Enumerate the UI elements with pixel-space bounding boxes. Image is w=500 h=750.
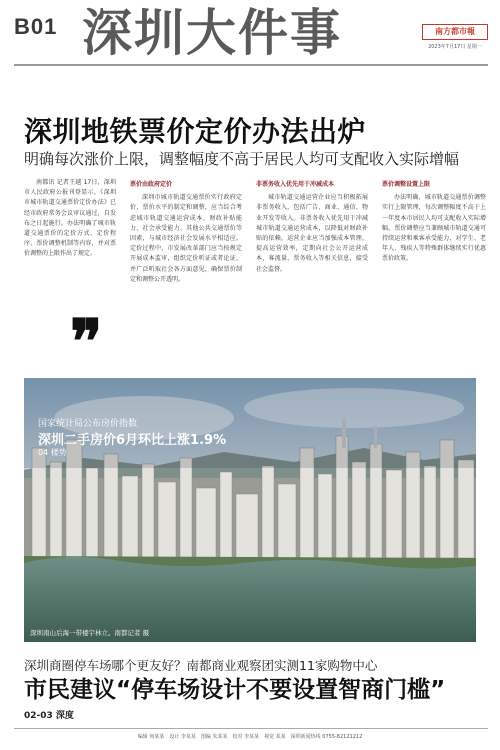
- article-column-4: [382, 178, 486, 376]
- teaser-headline[interactable]: 市民建议“停车场设计不要设置智商门槛”: [24, 677, 446, 703]
- photo-headline[interactable]: 深圳二手房价6月环比上涨1.9%: [38, 433, 227, 448]
- article-column-1: [24, 178, 116, 328]
- teaser-page-reference: 02-03 深度: [24, 711, 74, 721]
- city-skyline-photo: [24, 378, 476, 642]
- masthead: [0, 0, 500, 62]
- article-subheading: 非票务收入优先用于冲减成本: [256, 181, 335, 188]
- article-paragraph: 办法明确，城市轨道交通票价调整实行上限管理，每次调整幅度不高于上一年度本市居民人均可支配收入实际增幅。票价调整应当兼顾城市轨道交通可持续运营和乘客承受能力，对学生、老年人、残疾人等特殊群体继续实行优惠票价政策。: [382, 194, 486, 263]
- article-paragraph: 城市轨道交通运营企业应当积极拓展非票务收入，包括广告、商业、通信、物业开发等收入。非票务收入优先用于冲减城市轨道交通运营成本，以降低对财政补贴的依赖。运营企业应当加强成本管理，提高运营效率，定期向社会公开运营成本、客流量、票务收入等相关信息，接受社会监督。: [256, 194, 368, 273]
- photo-kicker: 国家统计局公布房价指数: [38, 419, 138, 429]
- footer-rule: [14, 728, 488, 729]
- photo-page-reference: 04 楼势: [38, 448, 67, 457]
- page-code: B01: [14, 14, 58, 39]
- photo-caption: 深圳南山后海一带楼宇林立。南都记者 摄: [30, 629, 150, 637]
- article-paragraph: 深圳市城市轨道交通票价实行政府定价，票价水平的制定和调整，应当综合考虑城市轨道交通运营成本、财政补贴能力、社会承受能力、其他公共交通票价等因素，与城市经济社会发展水平相适应。定价过程中，市发展改革部门应当按规定开展成本监审，组织定价听证或者论证，并广泛听取社会各方面意见，确保票价制定和调整公开透明。: [130, 194, 242, 283]
- footer-credits: 编辑 何某某 设计 李某某 图编 朱某某 校对 李某某 视觉 某某 深圳新闻热线 0755-82121212: [137, 734, 363, 740]
- publication-date: 2023年7月17日 星期一: [428, 44, 482, 50]
- paper-logo: 南方都市報: [422, 24, 488, 40]
- lead-headline: 深圳地铁票价定价办法出炉: [24, 115, 367, 148]
- article-column-3: [256, 178, 368, 376]
- quote-mark-icon: ❞: [70, 307, 103, 377]
- article-subheading: 票价调整设置上限: [382, 181, 431, 188]
- article-paragraph: 南都讯 记者王越 17日，深圳市人民政府公报刊登显示，《深圳市城市轨道交通票价定价办法》已经市政府常务会议审议通过，自发布之日起施行。办法明确了城市轨道交通票价的定价方式、定价程序、票价调整机制等内容，并对票价调整的上限作出了规定。: [24, 179, 116, 258]
- section-title: 深圳大件事: [82, 3, 342, 62]
- article-column-2: [130, 178, 242, 376]
- article-subheading: 票价由政府定价: [130, 181, 173, 188]
- teaser-kicker: 深圳商圈停车场哪个更友好？南都商业观察团实测11家购物中心: [24, 658, 378, 673]
- masthead-rule: [14, 64, 488, 66]
- lead-subhead: 明确每次涨价上限，调整幅度不高于居民人均可支配收入实际增幅: [24, 150, 460, 168]
